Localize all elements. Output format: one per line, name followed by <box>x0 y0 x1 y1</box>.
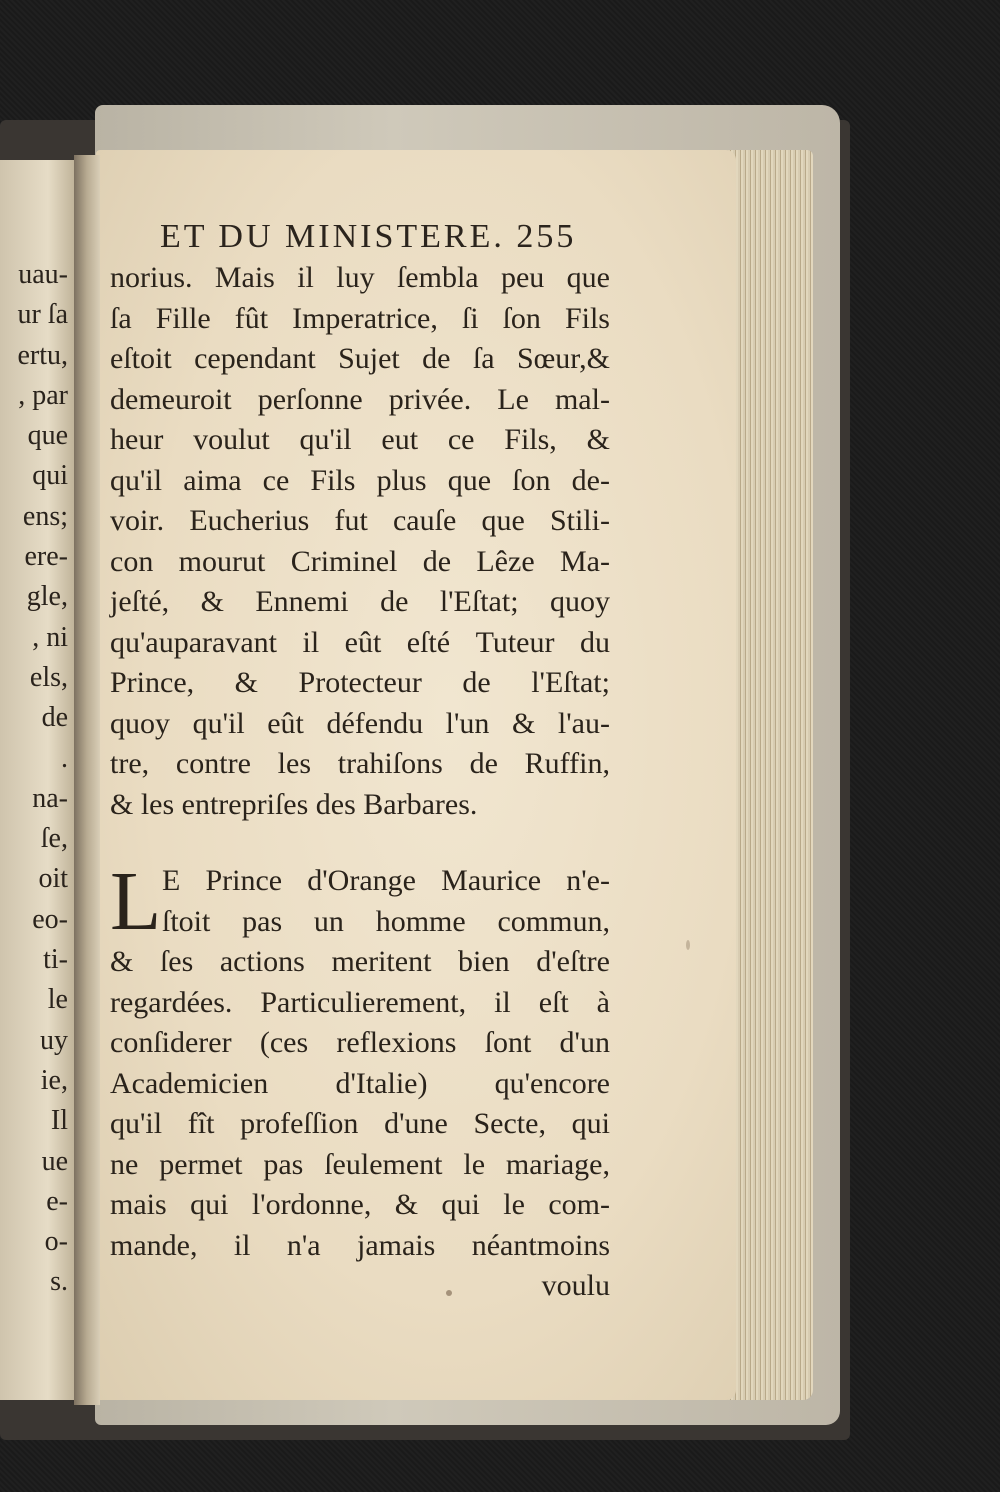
text-line: Prince, & Protecteur de l'Eſtat; <box>110 666 610 699</box>
left-page-fragment: na- <box>32 782 68 814</box>
text-line: quoy qu'il eût défendu l'un & l'au- <box>110 706 610 740</box>
left-page-fragment: uy <box>40 1024 68 1056</box>
text-line: Academicien d'Italie) qu'encore <box>110 1066 610 1100</box>
text-line: qu'il aima ce Fils plus que ſon de- <box>110 463 610 497</box>
left-page-fragment: ur ſa <box>17 299 68 331</box>
text-line: & ſes actions meritent bien d'eſtre <box>110 945 610 978</box>
left-page-fragment: ens; <box>22 500 68 532</box>
left-page-fragment: , par <box>18 379 68 411</box>
left-page-text <box>0 255 68 1303</box>
text-line: regardées. Particulierement, il eſt à <box>110 985 610 1019</box>
left-page-fragment: e- <box>46 1185 68 1217</box>
left-page-fragment: . <box>61 742 68 774</box>
left-page-fragment: s. <box>50 1266 68 1298</box>
left-page-fragment: ertu, <box>17 339 68 371</box>
left-page-fragment: qui <box>32 460 68 492</box>
left-page-fragment: gle, <box>26 581 68 613</box>
page-text <box>110 258 610 1307</box>
left-page-fragment: ſe, <box>40 823 68 855</box>
left-page-fragment: eo- <box>32 903 68 935</box>
text-line: eſtoit cependant Sujet de ſa Sœur,& <box>110 342 610 375</box>
text-line: E Prince d'Orange Maurice n'e- <box>162 864 610 897</box>
left-page-fragment: ti- <box>43 944 68 976</box>
paragraph-2 <box>110 855 610 1307</box>
text-line: ne permet pas ſeulement le mariage, <box>110 1147 610 1181</box>
left-page-fragment: ie, <box>40 1064 68 1096</box>
catchword: voulu <box>541 1269 610 1302</box>
running-head: ET DU MINISTERE. 255 <box>160 218 577 255</box>
left-page-fragment: oit <box>38 863 68 895</box>
text-line: voir. Eucherius fut cauſe que Stili- <box>110 504 610 537</box>
text-line: heur voulut qu'il eut ce Fils, & <box>110 423 610 456</box>
text-line: tre, contre les trahiſons de Ruffin, <box>110 747 610 780</box>
left-page-fragment: de <box>41 702 68 734</box>
paragraph-1 <box>110 258 610 825</box>
text-line: ſa Fille fût Imperatrice, ſi ſon Fils <box>110 301 610 335</box>
text-line: conſiderer (ces reflexions ſont d'un <box>110 1026 610 1059</box>
left-page-fragment: ere- <box>24 541 68 573</box>
text-line: demeuroit perſonne privée. Le mal- <box>110 382 610 416</box>
left-page-fragment: uau- <box>18 259 68 290</box>
left-page-fragment: ue <box>41 1145 68 1177</box>
text-line: qu'il fît profeſſion d'une Secte, qui <box>110 1107 610 1140</box>
book-gutter <box>74 155 100 1405</box>
left-page-fragment: le <box>47 984 68 1016</box>
text-line: mais qui l'ordonne, & qui le com- <box>110 1188 610 1221</box>
drop-cap: L <box>110 855 162 948</box>
text-line: norius. Mais il luy ſembla peu que <box>110 261 610 294</box>
text-line: & les entrepriſes des Barbares. <box>110 787 478 821</box>
text-line: mande, il n'a jamais néantmoins <box>110 1228 610 1262</box>
text-line: jeſté, & Ennemi de l'Eſtat; quoy <box>110 585 610 618</box>
text-line: con mourut Criminel de Lêze Ma- <box>110 544 610 578</box>
left-page-fragment: Il <box>50 1105 68 1137</box>
text-line: qu'auparavant il eût eſté Tuteur du <box>110 625 610 659</box>
left-page-fragment: que <box>27 420 68 452</box>
left-page-fragment: o- <box>44 1226 68 1258</box>
left-page-fragment: , ni <box>32 621 68 653</box>
text-line: ſtoit pas un homme commun, <box>162 904 610 938</box>
left-page-fragment: els, <box>29 661 68 693</box>
page-fore-edge <box>728 150 813 1400</box>
